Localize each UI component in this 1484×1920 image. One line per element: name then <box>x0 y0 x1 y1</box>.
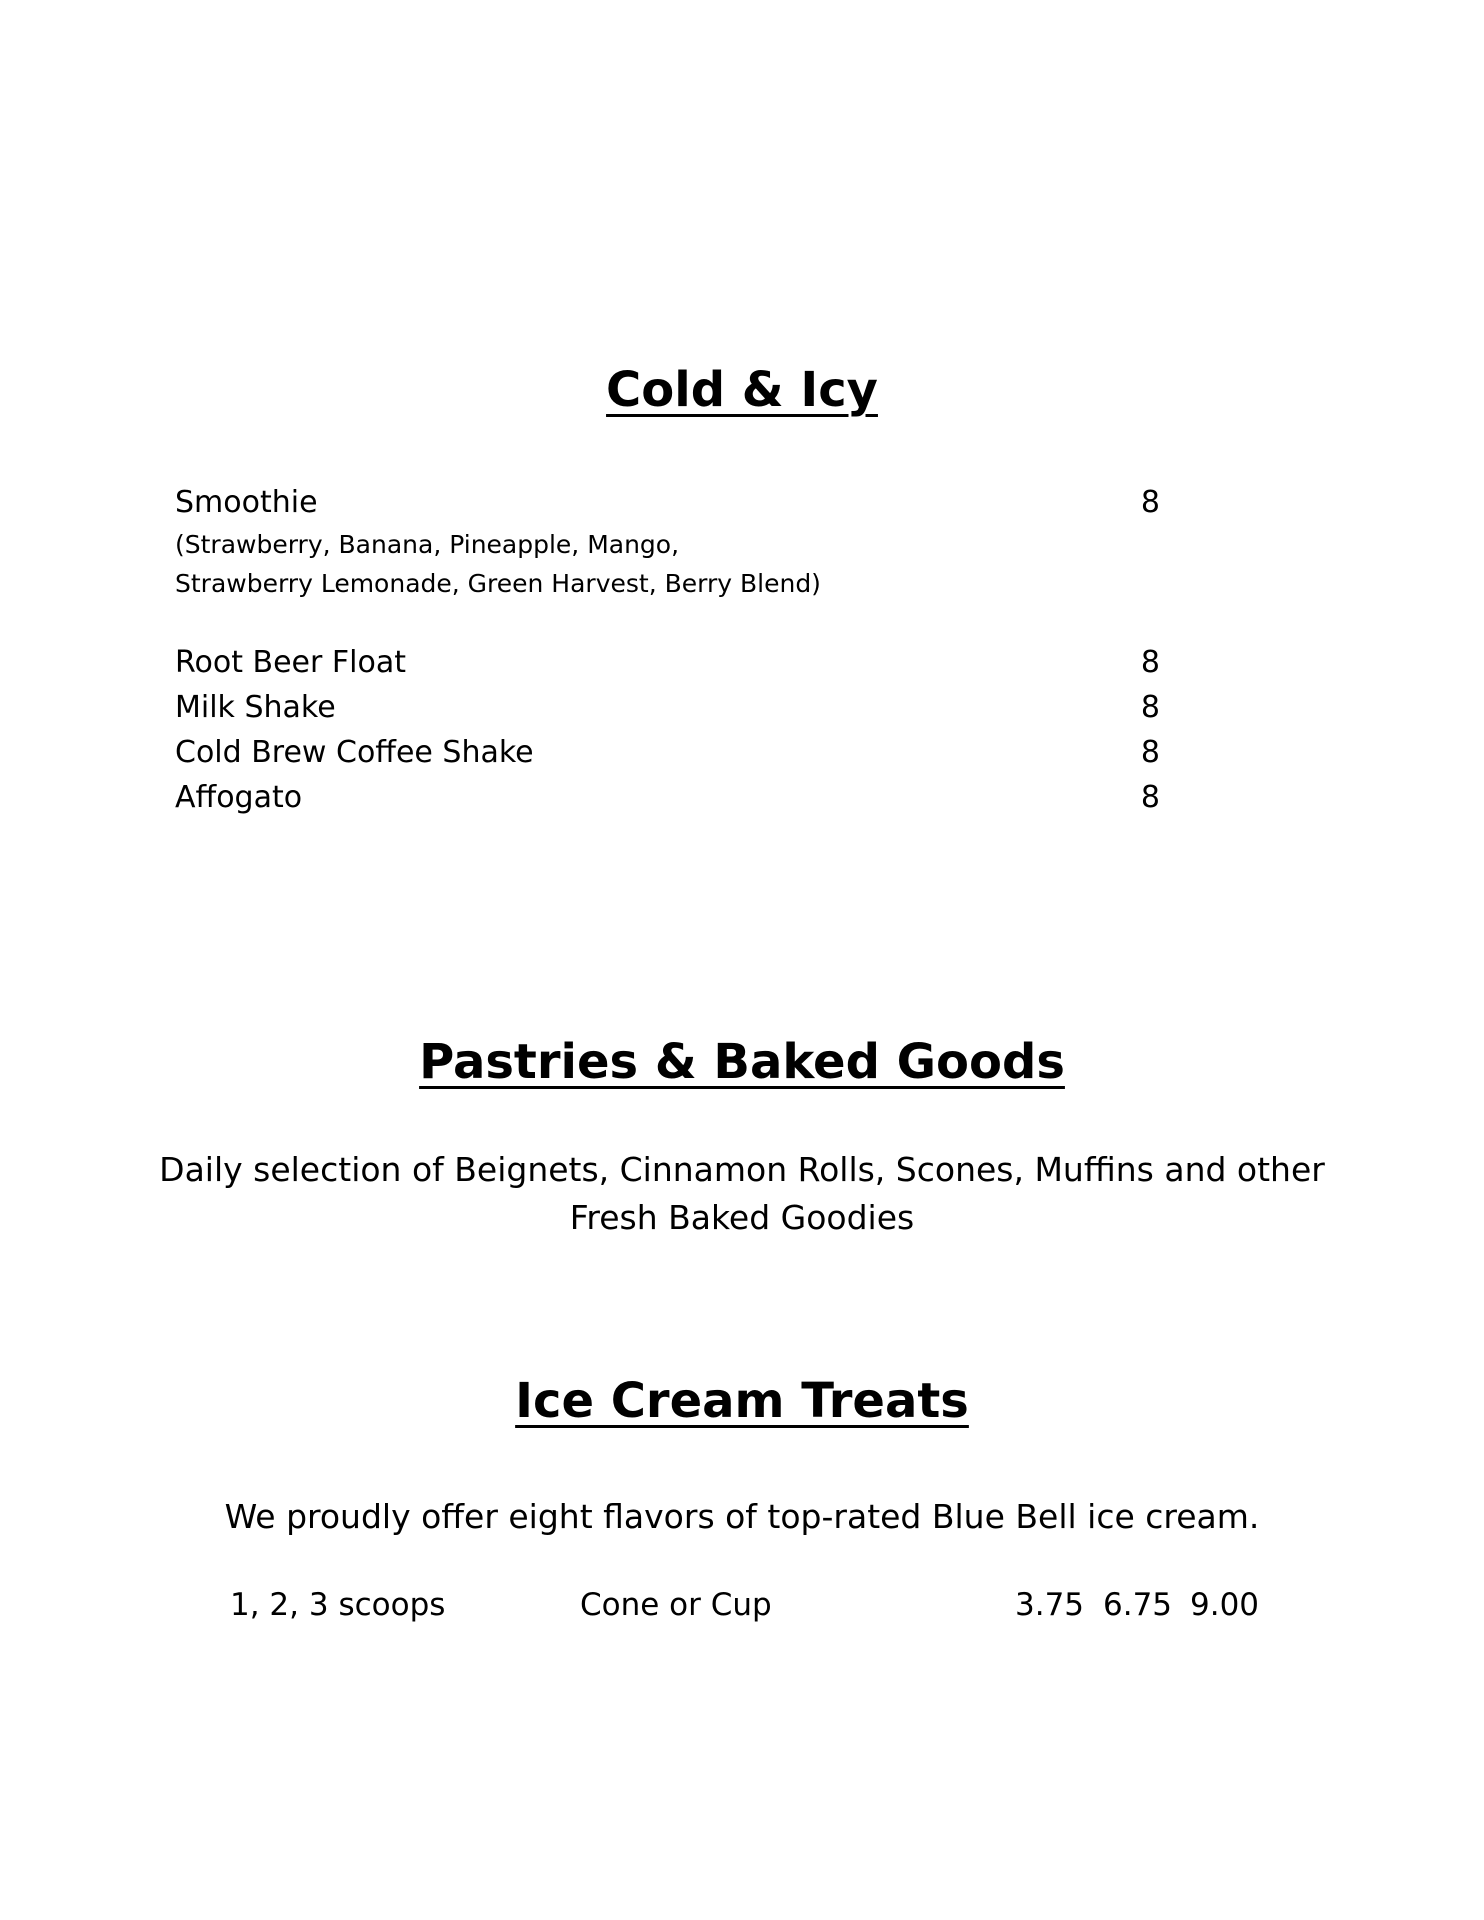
pastries-description-line-2: Fresh Baked Goodies <box>569 1198 915 1237</box>
scoops-label: 1, 2, 3 scoops <box>230 1587 446 1623</box>
menu-item-price-root-beer-float: 8 <box>1140 645 1160 680</box>
cold-icy-heading: Cold & Icy <box>606 362 878 418</box>
menu-item-price-cold-brew-coffee-shake: 8 <box>1140 735 1160 770</box>
menu-item-name-milk-shake: Milk Shake <box>175 690 336 725</box>
menu-item-name-root-beer-float: Root Beer Float <box>175 645 406 680</box>
pastries-description-line-1: Daily selection of Beignets, Cinnamon Rolls, Scones, Muffins and other <box>159 1150 1325 1189</box>
menu-item-price-smoothie: 8 <box>1140 485 1160 520</box>
serving-label: Cone or Cup <box>580 1587 772 1623</box>
price-one-scoop: 3.75 <box>1015 1587 1085 1623</box>
price-two-scoops: 6.75 <box>1103 1587 1173 1623</box>
price-three-scoops: 9.00 <box>1190 1587 1260 1623</box>
menu-item-name-cold-brew-coffee-shake: Cold Brew Coffee Shake <box>175 735 534 770</box>
menu-item-name-smoothie: Smoothie <box>175 485 318 520</box>
menu-item-price-milk-shake: 8 <box>1140 690 1160 725</box>
pastries-heading: Pastries & Baked Goods <box>419 1034 1065 1090</box>
smoothie-flavors-line-1: (Strawberry, Banana, Pineapple, Mango, <box>175 530 680 559</box>
smoothie-flavors-line-2: Strawberry Lemonade, Green Harvest, Berry Blend) <box>175 569 821 598</box>
ice-cream-heading: Ice Cream Treats <box>515 1373 969 1429</box>
menu-item-price-affogato: 8 <box>1140 780 1160 815</box>
ice-cream-description: We proudly offer eight flavors of top-rated Blue Bell ice cream. <box>224 1497 1260 1536</box>
menu-item-name-affogato: Affogato <box>175 780 303 815</box>
